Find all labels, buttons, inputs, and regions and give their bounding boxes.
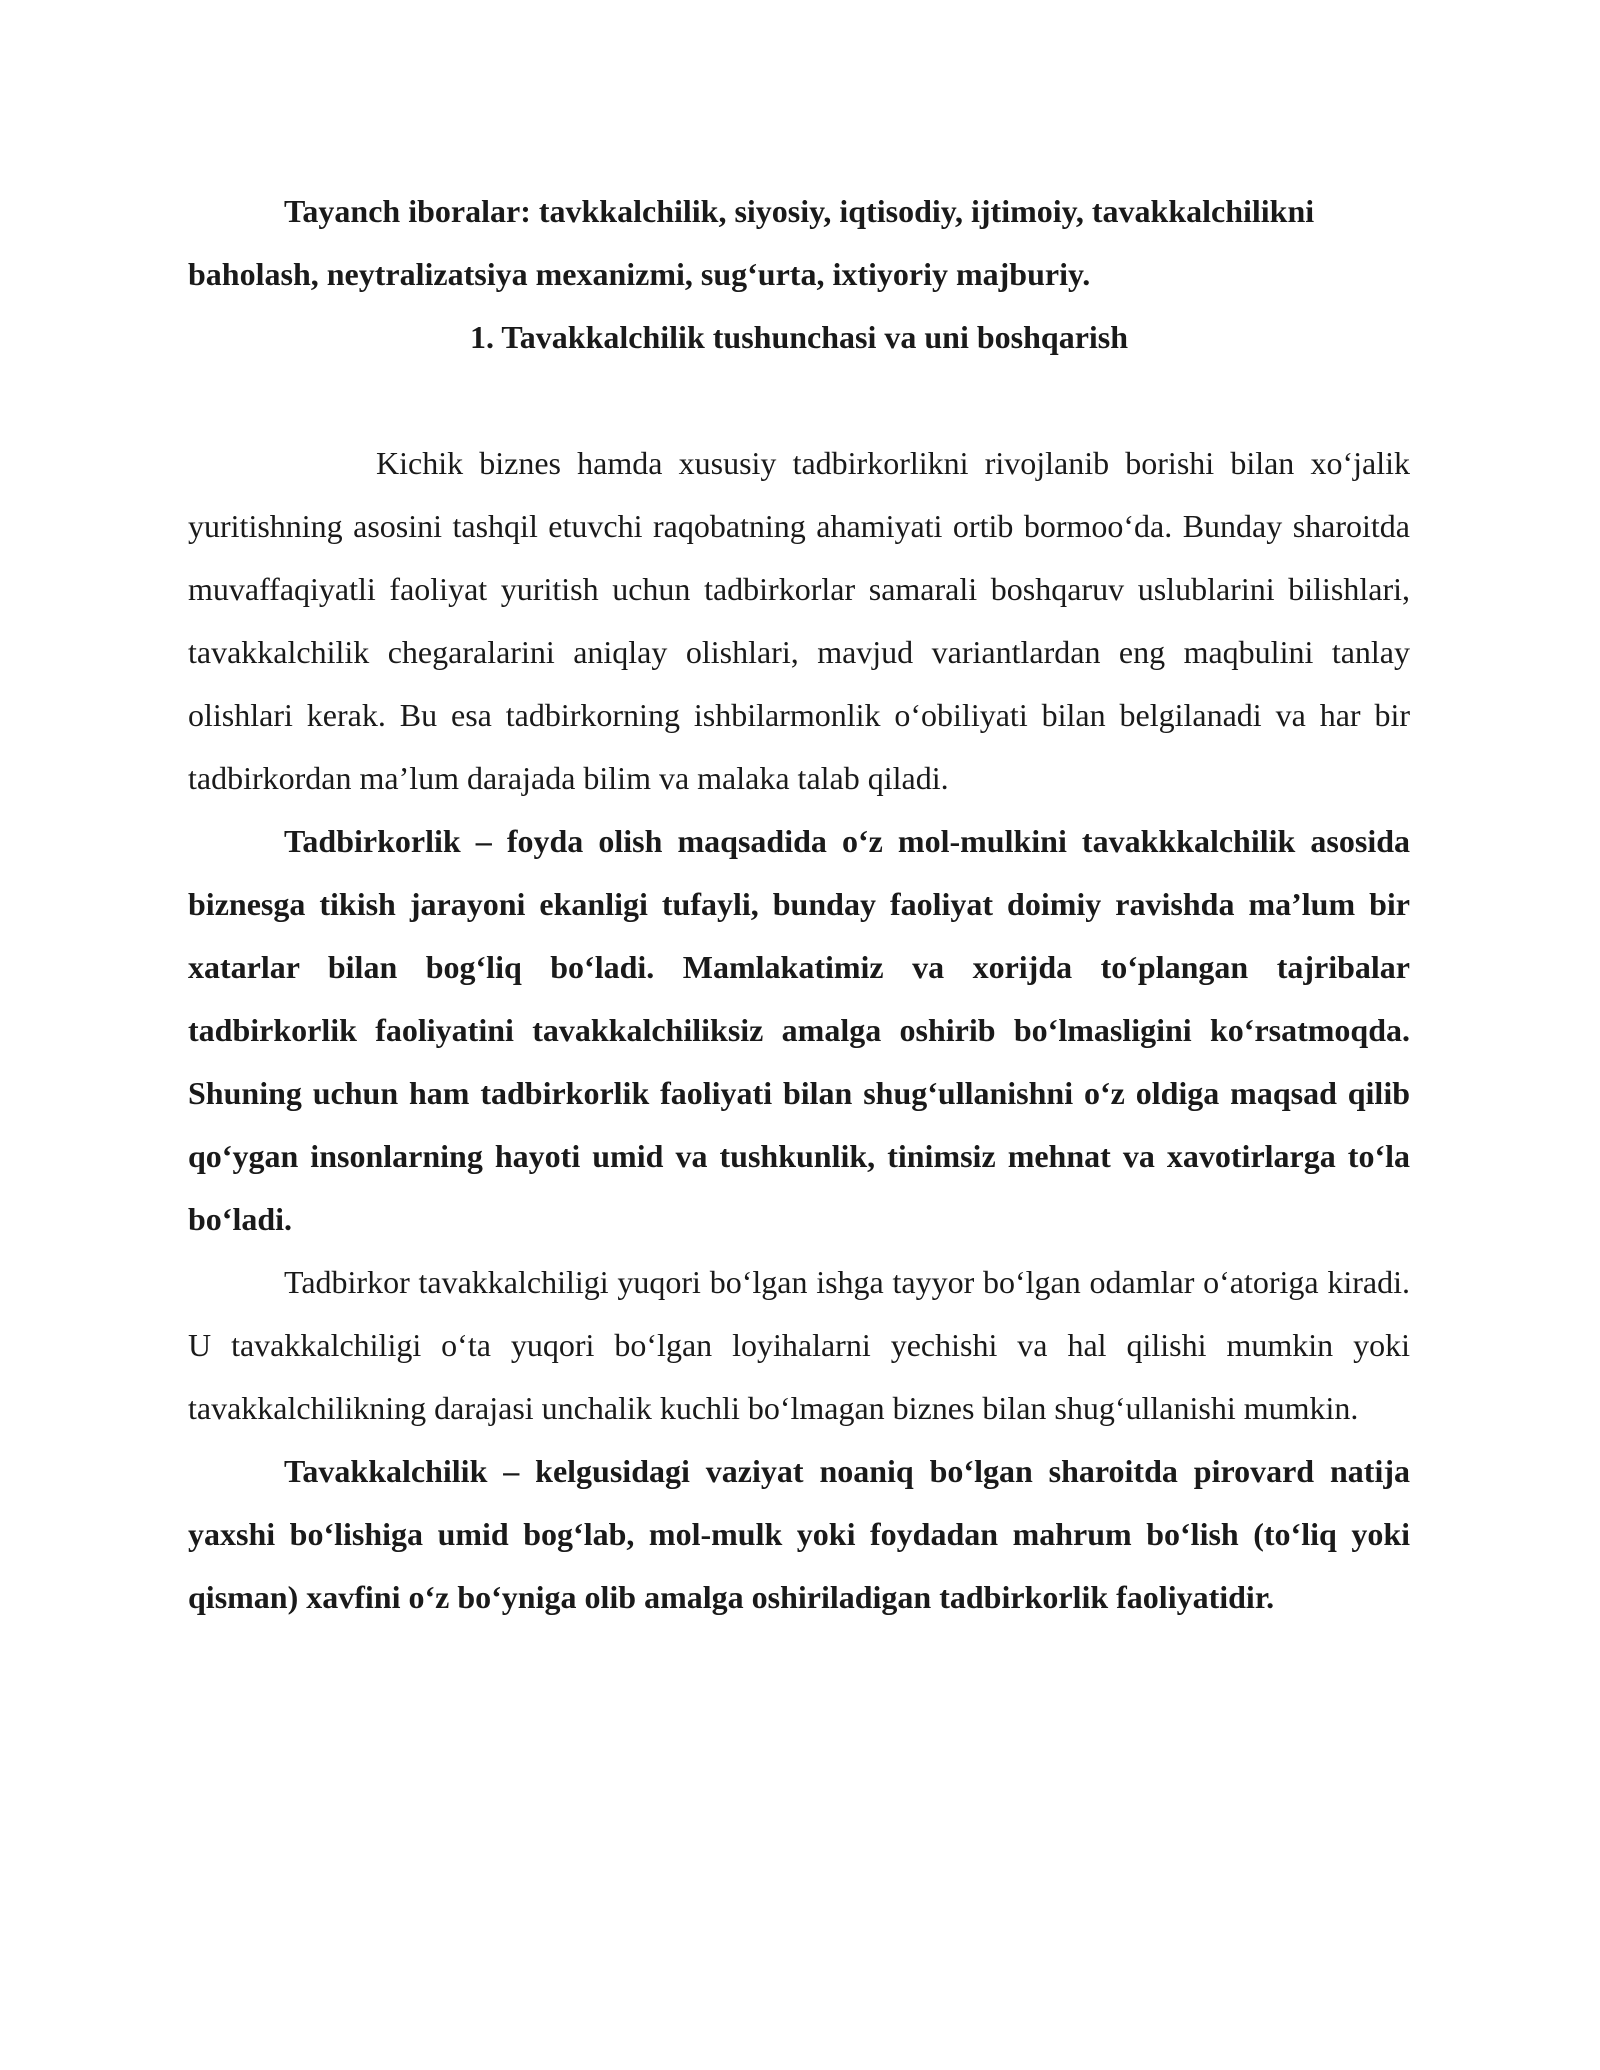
body-paragraph: Kichik biznes hamda xususiy tadbirkorlikni rivojlanib borishi bilan xo‘jalik yuritishning asosini tashqil etuvchi raqobatning ahamiyati ortib bormoo‘da. Bunday sharoitda muvaffaqiyatli faoliyat yuritish uchun tadbirkorlar samarali boshqaruv uslublarini bilishlari, tavakkalchilik chegaralarini aniqlay olishlari, mavjud variantlardan eng maqbulini tanlay olishlari kerak. Bu esa tadbirkorning ishbilarmonlik o‘obiliyati bilan belgilanadi va har bir tadbirkordan ma’lum darajada bilim va malaka talab qiladi.: [188, 445, 1410, 796]
keywords-paragraph: Tayanch iboralar: tavkkalchilik, siyosiy, iqtisodiy, ijtimoiy, tavakkalchilikni baholash, neytralizatsiya mexanizmi, sug‘urta, ixtiyoriy majburiy.: [188, 193, 1315, 292]
section-heading: 1. Tavakkalchilik tushunchasi va uni boshqarish: [469, 319, 1129, 355]
definition-paragraph: Tadbirkorlik – foyda olish maqsadida o‘z mol-mulkini tavakkkalchilik asosida biznesga tikish jarayoni ekanligi tufayli, bunday faoliyat doimiy ravishda ma’lum bir xatarlar bilan bog‘liq bo‘ladi. Mamlakatimiz va xorijda to‘plangan tajribalar tadbirkorlik faoliyatini tavakkalchiliksiz amalga oshirib bo‘lmasligini ko‘rsatmoqda. Shuning uchun ham tadbirkorlik faoliyati bilan shug‘ullanishni o‘z oldiga maqsad qilib qo‘ygan insonlarning hayoti umid va tushkunlik, tinimsiz mehnat va xavotirlarga to‘la bo‘ladi.: [188, 823, 1410, 1237]
document-body: [188, 180, 1410, 1629]
definition-paragraph: Tavakkalchilik – kelgusidagi vaziyat noaniq bo‘lgan sharoitda pirovard natija yaxshi bo‘lishiga umid bog‘lab, mol-mulk yoki foydadan mahrum bo‘lish (to‘liq yoki qisman) xavfini o‘z bo‘yniga olib amalga oshiriladigan tadbirkorlik faoliyatidir.: [188, 1453, 1410, 1615]
body-paragraph: Tadbirkor tavakkalchiligi yuqori bo‘lgan ishga tayyor bo‘lgan odamlar o‘atoriga kiradi. U tavakkalchiligi o‘ta yuqori bo‘lgan loyihalarni yechishi va hal qilishi mumkin yoki tavakkalchilikning darajasi unchalik kuchli bo‘lmagan biznes bilan shug‘ullanishi mumkin.: [188, 1264, 1410, 1426]
